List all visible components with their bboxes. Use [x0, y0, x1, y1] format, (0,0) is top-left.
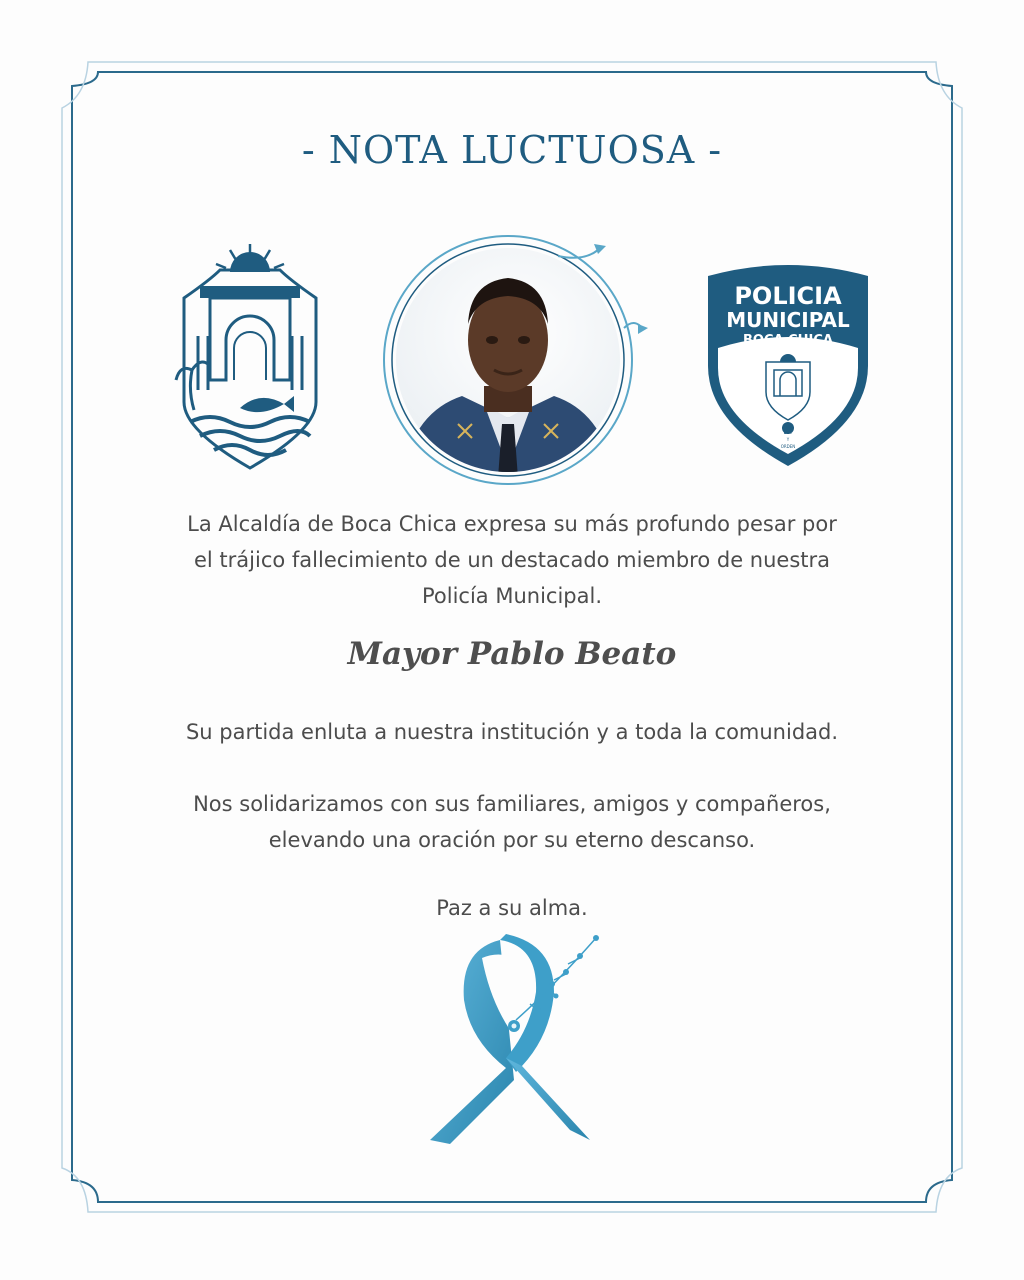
paragraph1-line: el trájico fallecimiento de un destacado miembro de nuestra — [193, 548, 831, 572]
closing-text: Paz a su alma. — [436, 896, 588, 920]
mourning-paragraph: Su partida enluta a nuestra institución y a toda la comunidad. — [185, 720, 839, 744]
condolence-paragraph — [0, 506, 1024, 614]
badge-motto-top: LEY — [783, 430, 793, 436]
paragraph3-line: Nos solidarizamos con sus familiares, amigos y compañeros, — [193, 792, 831, 816]
paragraph1-line: Policía Municipal. — [421, 584, 603, 608]
paragraph3-line: elevando una oración por su eterno descanso. — [268, 828, 756, 852]
boca-chica-crest-icon — [170, 240, 330, 472]
solidarity-paragraph — [0, 786, 1024, 858]
badge-line-3: BOCA CHICA — [743, 333, 833, 348]
badge-line-2: MUNICIPAL — [726, 308, 850, 332]
badge-motto-bottom: ORDEN — [780, 444, 796, 449]
awareness-ribbon-icon — [420, 930, 610, 1150]
officer-portrait — [380, 228, 650, 490]
policia-municipal-badge-icon — [700, 262, 876, 468]
paragraph1-line: La Alcaldía de Boca Chica expresa su más profundo pesar por — [187, 512, 837, 536]
deceased-name: Mayor Pablo Beato — [347, 636, 677, 672]
page-title: - NOTA LUCTUOSA - — [301, 128, 723, 172]
badge-motto-mid: Y — [786, 437, 790, 442]
badge-line-1: POLICIA — [734, 282, 842, 310]
